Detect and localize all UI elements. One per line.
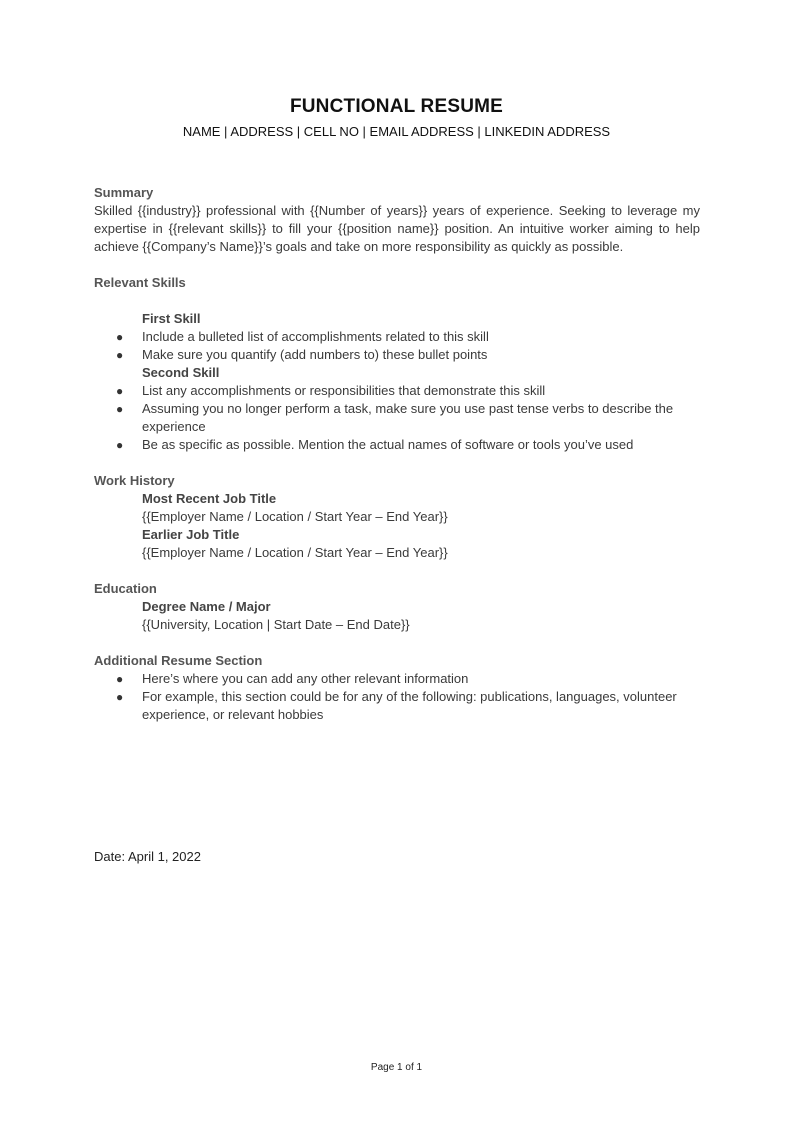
education-heading: Education [94,581,157,596]
list-item: ● List any accomplishments or responsibilities that demonstrate this skill [116,383,546,398]
bullet-icon: ● [116,348,124,362]
bullet-icon: ● [116,384,124,398]
page-number: Page 1 of 1 [370,1062,423,1073]
list-item: ● Make sure you quantify (add numbers to) these bullet points [116,347,488,362]
page-title: FUNCTIONAL RESUME [289,96,504,117]
list-item: ● Be as specific as possible. Mention the actual names of software or tools you’ve used [116,437,634,452]
first-skill-list [94,328,700,364]
job-detail: {{Employer Name / Location / Start Year – End Year}} [142,509,448,524]
second-skill-title: Second Skill [142,365,220,380]
list-item: ● Here’s where you can add any other relevant information [116,671,469,686]
list-item: ● For example, this section could be for any of the following: publications, languages, volunteer experience, or relevant hobbies [116,689,677,722]
bullet-icon: ● [116,330,124,344]
summary-heading: Summary [94,185,154,200]
bullet-icon: ● [116,690,124,704]
summary-text: Skilled {{industry}} professional with {{Number of years}} years of experience. Seeking to leverage my expertise in {{relevant skills}} to fill your {{position name}} position. An intuitive worker aiming to help achieve {{Company’s Name}}’s goals and take on more responsibility as quickly as possible. [94,203,700,254]
date-line: Date: April 1, 2022 [94,849,201,864]
additional-list [94,670,700,724]
first-skill-title: First Skill [142,311,201,326]
job-title: Most Recent Job Title [142,491,277,506]
second-skill-list [94,382,700,454]
work-heading: Work History [94,473,175,488]
job-title: Earlier Job Title [142,527,240,542]
degree-title: Degree Name / Major [142,599,271,614]
list-item: ● Assuming you no longer perform a task, make sure you use past tense verbs to describe the experience [116,401,674,434]
bullet-icon: ● [116,438,124,452]
additional-heading: Additional Resume Section [94,653,263,668]
education-detail: {{University, Location | Start Date – End Date}} [142,617,410,632]
bullet-icon: ● [116,672,124,686]
job-detail: {{Employer Name / Location / Start Year – End Year}} [142,545,448,560]
list-item: ● Include a bulleted list of accomplishments related to this skill [116,329,489,344]
bullet-icon: ● [116,402,124,416]
resume-body [94,184,700,866]
contact-line: NAME | ADDRESS | CELL NO | EMAIL ADDRESS | LINKEDIN ADDRESS [182,124,611,139]
skills-heading: Relevant Skills [94,275,186,290]
